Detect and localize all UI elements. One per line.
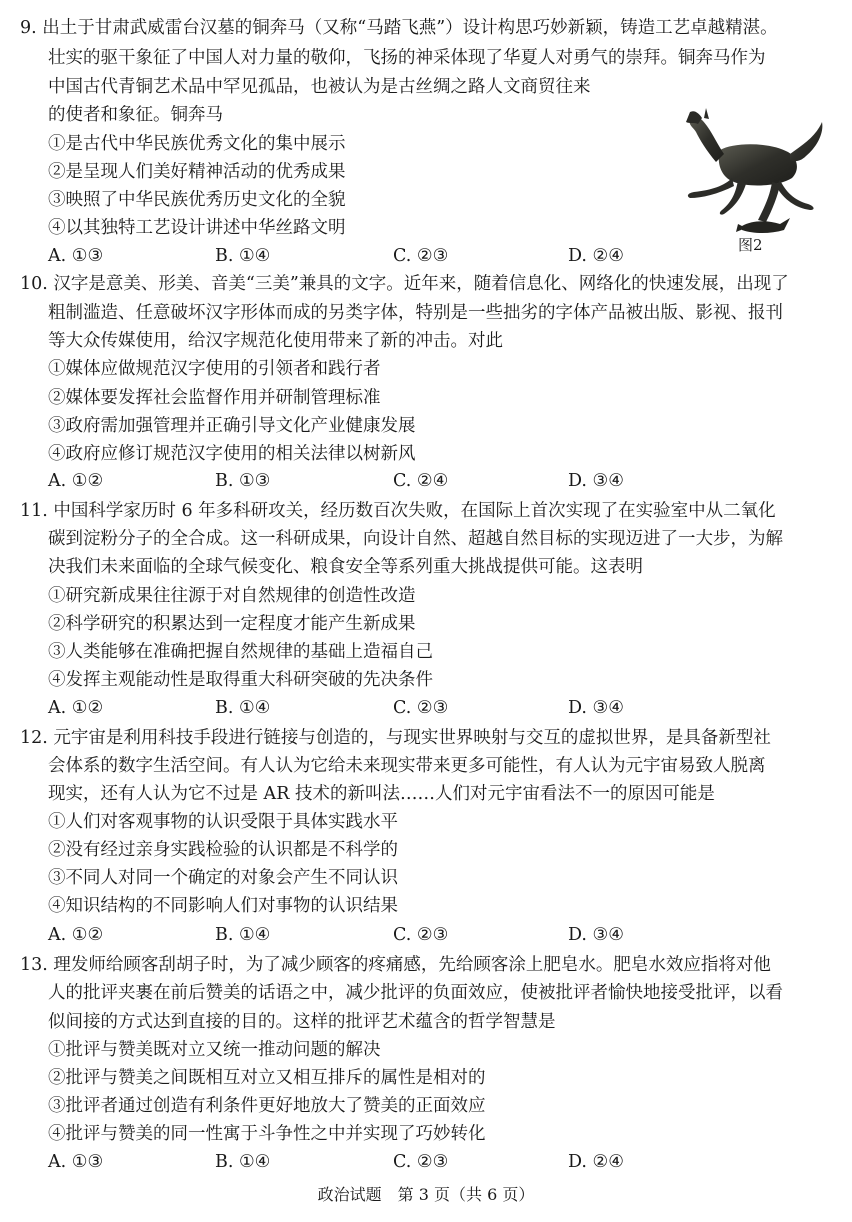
question-10-statement-1: ①媒体应做规范汉字使用的引领者和践行者	[48, 359, 381, 379]
question-12-option-a: A. ①②	[48, 925, 104, 945]
question-10-statement-4: ④政府应修订规范汉字使用的相关法律以树新风	[48, 444, 416, 464]
question-10-option-d: D. ③④	[568, 471, 624, 491]
question-9-stem-line-1: 9. 出土于甘肃武威雷台汉墓的铜奔马（又称“马踏飞燕”）设计构思巧妙新颖，铸造工艺卓越精湛。	[20, 18, 778, 38]
question-9-option-b: B. ①④	[215, 246, 271, 266]
page-footer: 政治试题 第 3 页（共 6 页）	[317, 1185, 535, 1204]
question-12-stem-line-1: 12. 元宇宙是利用科技手段进行链接与创造的，与现实世界映射与交互的虚拟世界，是具备新型社	[20, 728, 771, 748]
question-12-statement-2: ②没有经过亲身实践检验的认识都是不科学的	[48, 840, 398, 860]
question-11-stem-line-1: 11. 中国科学家历时 6 年多科研攻关，经历数百次失败，在国际上首次实现了在实验室中从二氧化	[20, 501, 776, 521]
question-12-option-b: B. ①④	[215, 925, 271, 945]
question-13-statement-4: ④批评与赞美的同一性寓于斗争性之中并实现了巧妙转化	[48, 1124, 486, 1144]
question-9-stem-line-3: 中国古代青铜艺术品中罕见孤品，也被认为是古丝绸之路人文商贸往来	[48, 77, 591, 97]
question-12-statement-4: ④知识结构的不同影响人们对事物的认识结果	[48, 896, 398, 916]
question-11-statement-1: ①研究新成果往往源于对自然规律的创造性改造	[48, 586, 416, 606]
question-10-statement-2: ②媒体要发挥社会监督作用并研制管理标准	[48, 388, 381, 408]
question-13-option-b: B. ①④	[215, 1152, 271, 1172]
question-12-statement-1: ①人们对客观事物的认识受限于具体实践水平	[48, 812, 398, 832]
question-9-option-a: A. ①③	[48, 246, 104, 266]
question-10-stem-line-1: 10. 汉字是意美、形美、音美“三美”兼具的文字。近年来，随着信息化、网络化的快速发展，出现了	[20, 274, 789, 294]
question-13-statement-2: ②批评与赞美之间既相互对立又相互排斥的属性是相对的	[48, 1068, 486, 1088]
question-10-option-c: C. ②④	[393, 471, 449, 491]
question-9-stem-line-4: 的使者和象征。铜奔马	[48, 105, 223, 125]
figure-caption: 图2	[738, 236, 763, 254]
question-13-option-d: D. ②④	[568, 1152, 624, 1172]
bronze-horse-icon	[672, 92, 832, 252]
question-9-statement-4: ④以其独特工艺设计讲述中华丝路文明	[48, 218, 346, 238]
bronze-horse-figure	[672, 92, 832, 252]
question-13-stem-line-2: 人的批评夹裹在前后赞美的话语之中，减少批评的负面效应，使被批评者愉快地接受批评，以看	[48, 983, 783, 1003]
question-12-stem-line-3: 现实，还有人认为它不过是 AR 技术的新叫法……人们对元宇宙看法不一的原因可能是	[48, 784, 715, 804]
question-13-stem-line-3: 似间接的方式达到直接的目的。这样的批评艺术蕴含的哲学智慧是	[48, 1012, 556, 1032]
question-11-option-a: A. ①②	[48, 698, 104, 718]
question-13-option-a: A. ①③	[48, 1152, 104, 1172]
question-13-stem-line-1: 13. 理发师给顾客刮胡子时，为了减少顾客的疼痛感，先给顾客涂上肥皂水。肥皂水效应指将对他	[20, 955, 771, 975]
question-11-option-c: C. ②③	[393, 698, 449, 718]
question-11-option-d: D. ③④	[568, 698, 624, 718]
question-9-option-c: C. ②③	[393, 246, 449, 266]
question-12-stem-line-2: 会体系的数字生活空间。有人认为它给未来现实带来更多可能性，有人认为元宇宙易致人脱离	[48, 756, 766, 776]
question-11-option-b: B. ①④	[215, 698, 271, 718]
question-9-stem-line-2: 壮实的驱干象征了中国人对力量的敬仰，飞扬的神采体现了华夏人对勇气的崇拜。铜奔马作为	[48, 48, 766, 68]
question-10-option-b: B. ①③	[215, 471, 271, 491]
question-12-option-c: C. ②③	[393, 925, 449, 945]
question-12-option-d: D. ③④	[568, 925, 624, 945]
question-10-statement-3: ③政府需加强管理并正确引导文化产业健康发展	[48, 416, 416, 436]
question-13-option-c: C. ②③	[393, 1152, 449, 1172]
question-11-stem-line-2: 碳到淀粉分子的全合成。这一科研成果，向设计自然、超越自然目标的实现迈进了一大步，为解	[48, 529, 783, 549]
question-9-statement-3: ③映照了中华民族优秀历史文化的全貌	[48, 190, 346, 210]
question-11-statement-2: ②科学研究的积累达到一定程度才能产生新成果	[48, 614, 416, 634]
question-13-statement-1: ①批评与赞美既对立又统一推动问题的解决	[48, 1040, 381, 1060]
question-9-statement-1: ①是古代中华民族优秀文化的集中展示	[48, 134, 346, 154]
question-10-stem-line-3: 等大众传媒使用，给汉字规范化使用带来了新的冲击。对此	[48, 331, 503, 351]
question-10-stem-line-2: 粗制滥造、任意破坏汉字形体而成的另类字体，特别是一些拙劣的字体产品被出版、影视、报刊	[48, 303, 783, 323]
question-13-statement-3: ③批评者通过创造有利条件更好地放大了赞美的正面效应	[48, 1096, 486, 1116]
question-9-statement-2: ②是呈现人们美好精神活动的优秀成果	[48, 162, 346, 182]
question-11-statement-4: ④发挥主观能动性是取得重大科研突破的先决条件	[48, 670, 433, 690]
question-12-statement-3: ③不同人对同一个确定的对象会产生不同认识	[48, 868, 398, 888]
question-11-statement-3: ③人类能够在准确把握自然规律的基础上造福自己	[48, 642, 433, 662]
question-10-option-a: A. ①②	[48, 471, 104, 491]
question-11-stem-line-3: 决我们未来面临的全球气候变化、粮食安全等系列重大挑战提供可能。这表明	[48, 557, 643, 577]
question-9-option-d: D. ②④	[568, 246, 624, 266]
